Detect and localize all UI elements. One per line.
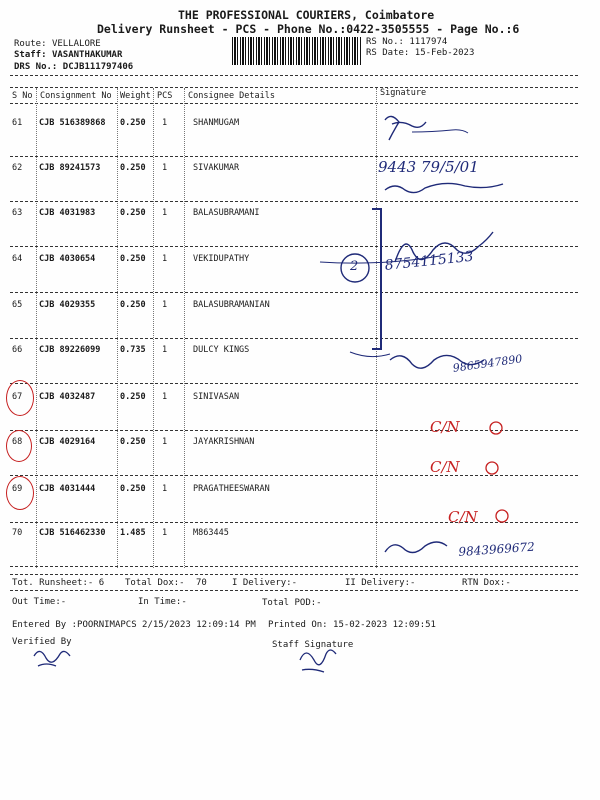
row-pcs: 1 bbox=[162, 437, 168, 447]
row-consignment-no: CJB 516462330 bbox=[39, 528, 106, 538]
row-weight: 0.250 bbox=[120, 484, 146, 494]
row-weight: 0.250 bbox=[120, 392, 146, 402]
red-circle-mark bbox=[6, 430, 32, 462]
handwritten-phone: 9843969672 bbox=[458, 539, 536, 559]
total-dox-value: 70 bbox=[196, 578, 207, 588]
col-consignee-header: Consignee Details bbox=[188, 91, 275, 101]
handwritten-phone: 9443 79/5/01 bbox=[378, 158, 479, 176]
rs-no-value: 1117974 bbox=[409, 37, 448, 47]
handwritten-phone: 9865947890 bbox=[452, 352, 524, 375]
row-pcs: 1 bbox=[162, 163, 168, 173]
divider bbox=[10, 574, 578, 575]
staff-signature-label: Staff Signature bbox=[272, 640, 354, 650]
staff-signature-mark bbox=[300, 650, 336, 672]
row-pcs: 1 bbox=[162, 345, 168, 355]
ink-bracket bbox=[372, 208, 382, 350]
row-pcs: 1 bbox=[162, 528, 168, 538]
row-consignment-no: CJB 89241573 bbox=[39, 163, 101, 173]
red-circle-mark bbox=[6, 476, 34, 510]
i-delivery: I Delivery:- bbox=[232, 578, 298, 588]
col-signature-header: Signature bbox=[380, 88, 427, 98]
row-sno: 64 bbox=[12, 254, 23, 264]
handwritten-note: C/N bbox=[430, 458, 460, 476]
printed-on: Printed On: 15-02-2023 12:09:51 bbox=[268, 620, 436, 630]
row-consignee: SHANMUGAM bbox=[193, 118, 240, 128]
row-consignee: SINIVASAN bbox=[193, 392, 240, 402]
row-weight: 0.250 bbox=[120, 118, 146, 128]
rs-date-line: RS Date: 15-Feb-2023 bbox=[366, 48, 475, 58]
row-sno: 68 bbox=[12, 437, 23, 447]
rtn-dox: RTN Dox:- bbox=[462, 578, 511, 588]
row-sno: 66 bbox=[12, 345, 23, 355]
divider bbox=[10, 590, 578, 591]
row-consignee: DULCY KINGS bbox=[193, 345, 250, 355]
out-time: Out Time:- bbox=[12, 597, 67, 607]
runsheet-title: Delivery Runsheet - PCS - Phone No.:0422-3505555 - Page No.:6 bbox=[97, 22, 520, 36]
drs-value: DCJB111797406 bbox=[62, 62, 134, 72]
staff-line: Staff: VASANTHAKUMAR bbox=[14, 50, 123, 60]
row-sno: 63 bbox=[12, 208, 23, 218]
row-weight: 0.250 bbox=[120, 208, 146, 218]
row-pcs: 1 bbox=[162, 254, 168, 264]
signature-scribble bbox=[412, 130, 468, 133]
row-weight: 0.250 bbox=[120, 163, 146, 173]
row-consignment-no: CJB 4029355 bbox=[39, 300, 96, 310]
red-mark bbox=[486, 462, 498, 474]
row-sno: 61 bbox=[12, 118, 23, 128]
ii-delivery: II Delivery:- bbox=[345, 578, 416, 588]
total-dox-label: Total Dox:- bbox=[125, 578, 185, 588]
row-consignee: VEKIDUPATHY bbox=[193, 254, 250, 264]
red-mark bbox=[490, 422, 502, 434]
verified-signature bbox=[34, 651, 70, 666]
total-pod: Total POD:- bbox=[262, 598, 322, 608]
row-sno: 62 bbox=[12, 163, 23, 173]
row-sno: 67 bbox=[12, 392, 23, 402]
row-pcs: 1 bbox=[162, 484, 168, 494]
signature-scribble bbox=[385, 542, 447, 553]
signature-scribble bbox=[350, 352, 390, 357]
row-weight: 0.250 bbox=[120, 300, 146, 310]
signature-scribble bbox=[385, 183, 503, 192]
col-weight-header: Weight bbox=[120, 91, 151, 101]
rs-date-value: 15-Feb-2023 bbox=[414, 48, 475, 58]
row-consignee: BALASUBRAMANI bbox=[193, 208, 260, 218]
handwritten-note: C/N bbox=[430, 418, 460, 436]
col-sno-header: S No bbox=[12, 91, 33, 101]
row-consignment-no: CJB 89226099 bbox=[39, 345, 101, 355]
row-weight: 0.735 bbox=[120, 345, 146, 355]
entered-by: Entered By :POORNIMAPCS 2/15/2023 12:09:14 PM bbox=[12, 620, 256, 630]
route-line: Route: VELLALORE bbox=[14, 39, 101, 49]
row-consignee: BALASUBRAMANIAN bbox=[193, 300, 270, 310]
col-consignment-header: Consignment No bbox=[40, 91, 112, 101]
col-pcs-header: PCS bbox=[157, 91, 173, 101]
row-consignment-no: CJB 4029164 bbox=[39, 437, 96, 447]
row-sno: 65 bbox=[12, 300, 23, 310]
red-mark bbox=[496, 510, 508, 522]
row-consignee: M863445 bbox=[193, 528, 229, 538]
verified-by: Verified By bbox=[12, 637, 72, 647]
route-value: VELLALORE bbox=[51, 39, 101, 49]
handwritten-number: 2 bbox=[350, 259, 359, 274]
row-weight: 0.250 bbox=[120, 254, 146, 264]
row-consignment-no: CJB 4032487 bbox=[39, 392, 96, 402]
row-pcs: 1 bbox=[162, 208, 168, 218]
row-consignment-no: CJB 4031983 bbox=[39, 208, 96, 218]
row-sno: 70 bbox=[12, 528, 23, 538]
row-pcs: 1 bbox=[162, 300, 168, 310]
row-consignment-no: CJB 4031444 bbox=[39, 484, 96, 494]
row-consignment-no: CJB 516389868 bbox=[39, 118, 106, 128]
row-weight: 1.485 bbox=[120, 528, 146, 538]
total-runsheet: Tot. Runsheet:- 6 bbox=[12, 578, 105, 588]
row-pcs: 1 bbox=[162, 118, 168, 128]
company-title: THE PROFESSIONAL COURIERS, Coimbatore bbox=[178, 8, 435, 22]
handwritten-phone: 8754115133 bbox=[384, 248, 475, 274]
staff-value: VASANTHAKUMAR bbox=[51, 50, 123, 60]
row-consignee: SIVAKUMAR bbox=[193, 163, 240, 173]
signature-scribble bbox=[385, 116, 426, 140]
row-consignee: JAYAKRISHNAN bbox=[193, 437, 255, 447]
row-consignee: PRAGATHEESWARAN bbox=[193, 484, 270, 494]
drs-line: DRS No.: DCJB111797406 bbox=[14, 62, 134, 72]
in-time: In Time:- bbox=[138, 597, 187, 607]
rs-no-line: RS No.: 1117974 bbox=[366, 37, 448, 47]
row-pcs: 1 bbox=[162, 392, 168, 402]
red-circle-mark bbox=[6, 380, 34, 416]
row-consignment-no: CJB 4030654 bbox=[39, 254, 96, 264]
row-sno: 69 bbox=[12, 484, 23, 494]
handwritten-note: C/N bbox=[448, 508, 478, 526]
row-weight: 0.250 bbox=[120, 437, 146, 447]
